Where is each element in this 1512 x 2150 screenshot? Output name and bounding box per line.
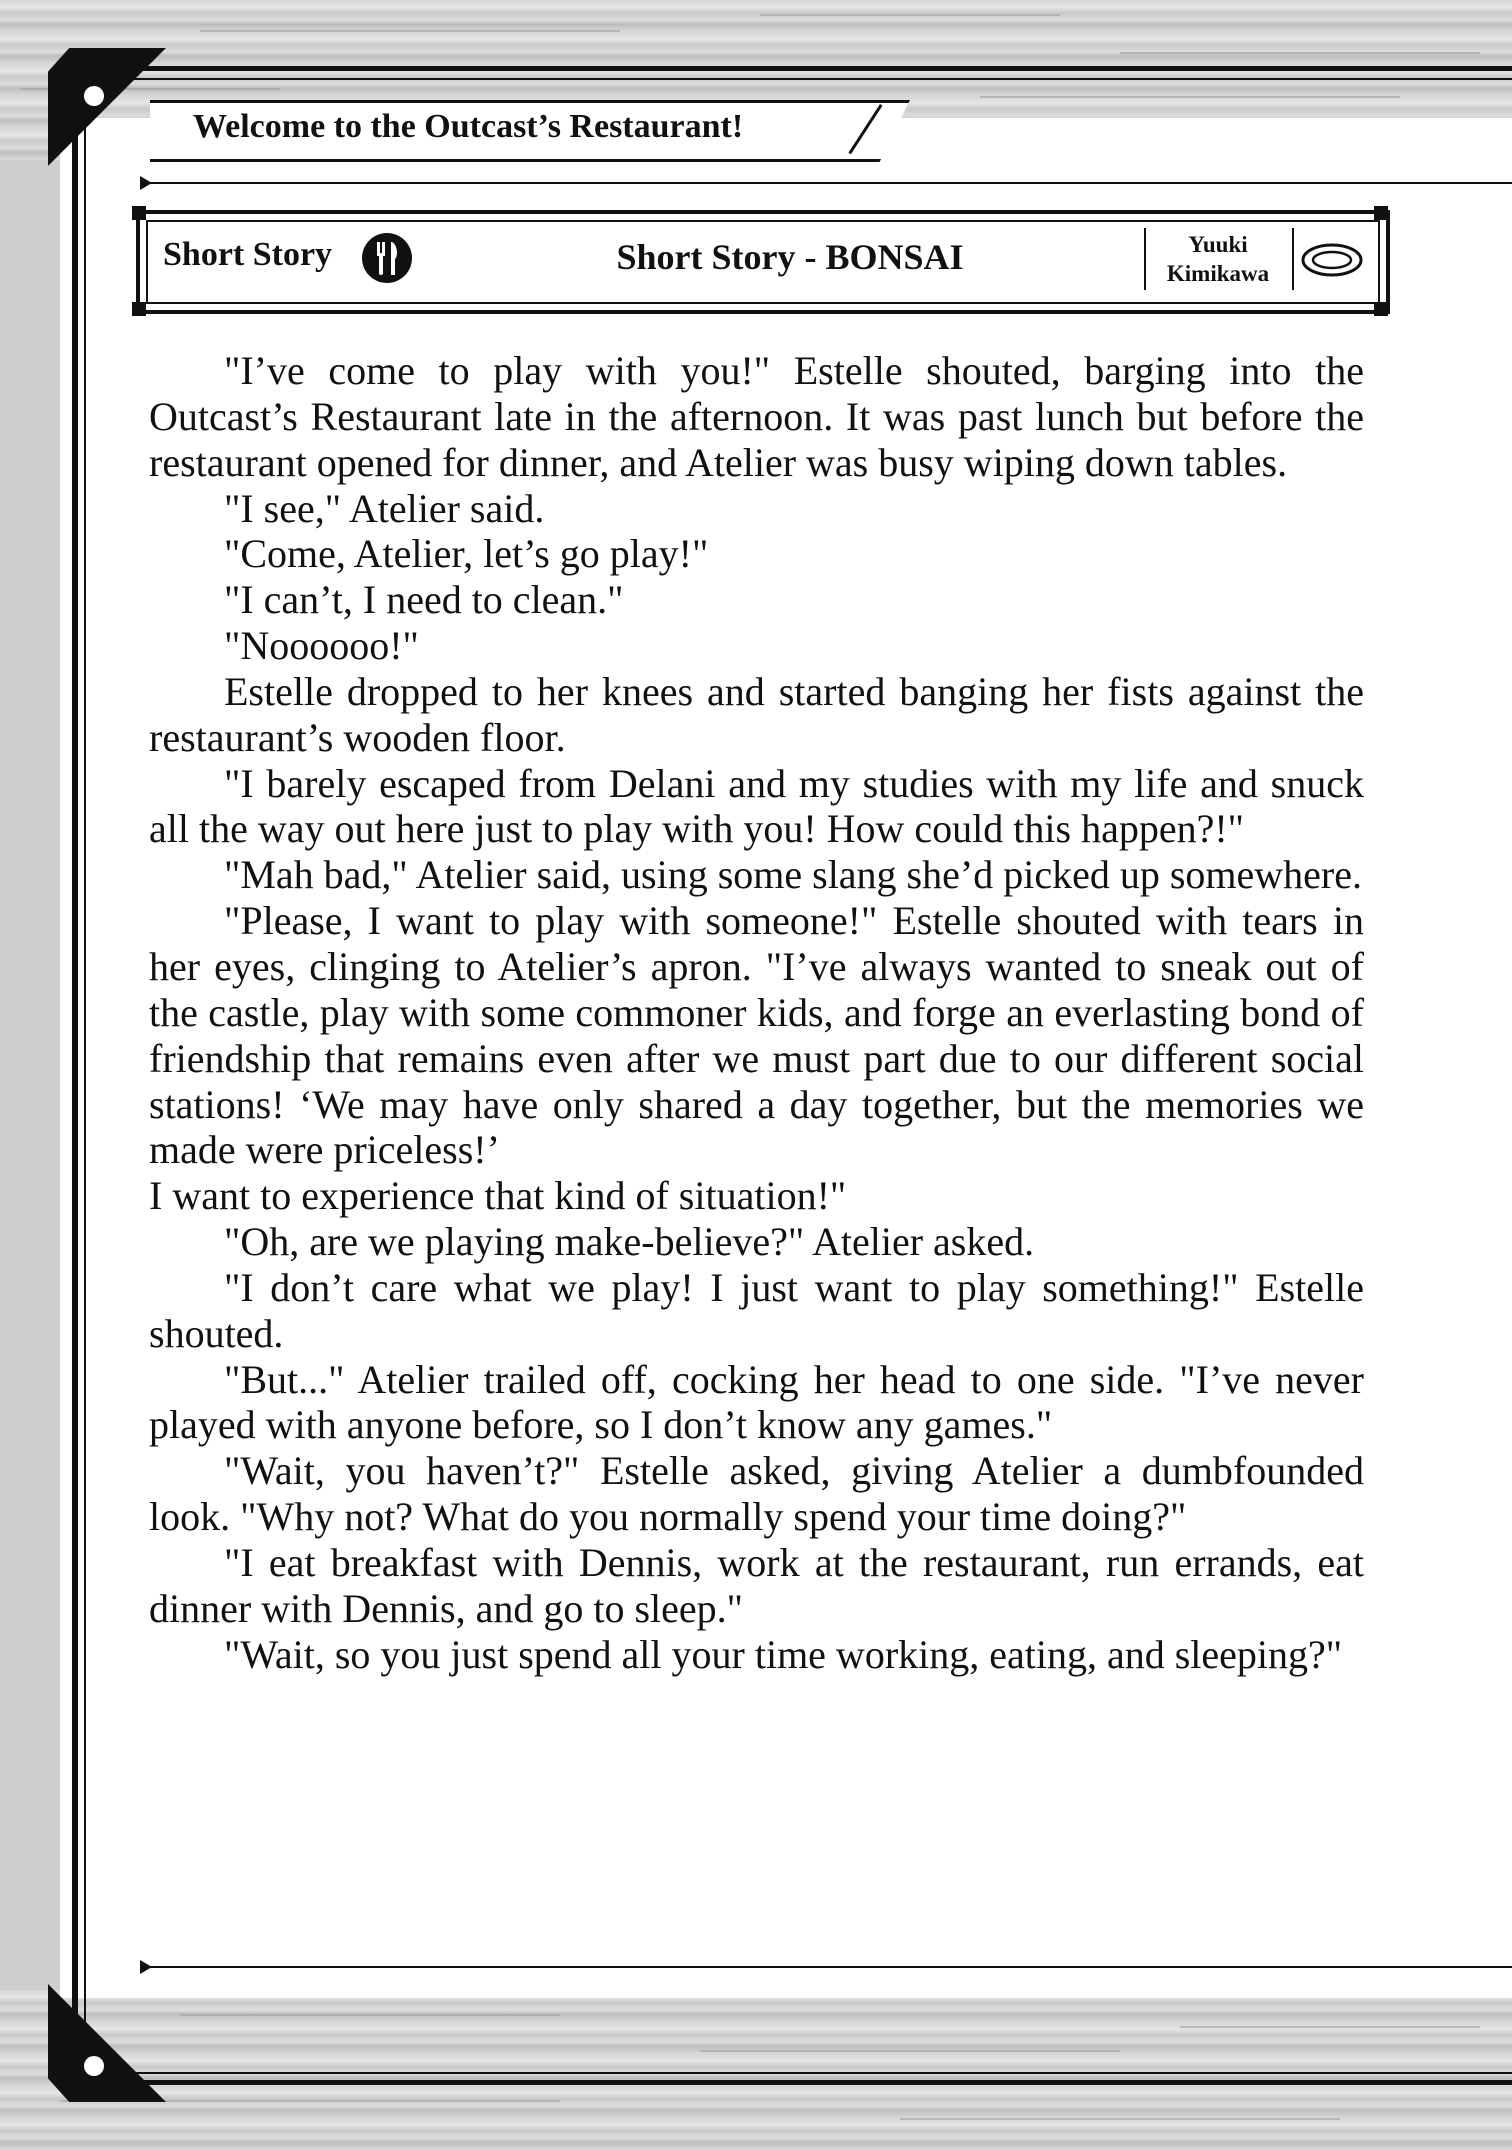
author-first-name: Yuuki <box>1188 232 1248 257</box>
paragraph: "Wait, so you just spend all your time working, eating, and sleeping?" <box>224 1631 1343 1677</box>
author-name <box>1147 230 1289 288</box>
paragraph: "Noooooo!" <box>224 623 419 669</box>
book-title: Welcome to the Outcast’s Restaurant! <box>193 108 744 145</box>
story-body <box>149 348 1364 1677</box>
fork-knife-icon <box>362 233 412 283</box>
paragraph: "Please, I want to play with someone!" Estelle shouted with tears in her eyes, clinging to Atelier’s apron. "I’ve always wanted to sneak out of the castle, play with some commoner kids, and forge an everlasting bond of friendship that remains even after we must part due to our different social stations! ‘We may have only shared a day together, but the memories we made were priceless!’ <box>149 898 1364 1173</box>
arrow-right-icon <box>140 176 152 190</box>
paragraph: "Wait, you haven’t?" Estelle asked, giving Atelier a dumbfounded look. "Why not? What do you normally spend your time doing?" <box>149 1448 1364 1540</box>
frame-left-line <box>72 60 78 2090</box>
divider-bottom <box>142 1966 1512 1968</box>
section-label: Short Story <box>163 236 333 273</box>
paragraph: I want to experience that kind of situation!" <box>149 1173 847 1219</box>
paragraph: "I don’t care what we play! I just want to play something!" Estelle shouted. <box>149 1264 1364 1356</box>
paragraph: "I’ve come to play with you!" Estelle shouted, barging into the Outcast’s Restaurant late in the afternoon. It was past lunch but before the restaurant opened for dinner, and Atelier was busy wiping down tables. <box>149 348 1364 485</box>
divider-top <box>142 182 1512 184</box>
paragraph: "Come, Atelier, let’s go play!" <box>224 531 709 577</box>
paragraph: "I see," Atelier said. <box>224 485 545 531</box>
paragraph: "Mah bad," Atelier said, using some slang she’d picked up somewhere. <box>224 852 1362 898</box>
frame-bottom-line <box>60 2080 1512 2085</box>
story-title: Short Story - BONSAI <box>616 237 964 277</box>
frame-top-line <box>60 66 1512 71</box>
paragraph: Estelle dropped to her knees and started banging her fists against the restaurant’s wooden floor. <box>149 668 1364 760</box>
paragraph: "I eat breakfast with Dennis, work at the restaurant, run errands, eat dinner with Dennis, and go to sleep." <box>149 1539 1364 1631</box>
paragraph: "But..." Atelier trailed off, cocking her head to one side. "I’ve never played with anyone before, so I don’t know any games." <box>149 1356 1364 1448</box>
plate-icon <box>1300 240 1364 280</box>
paragraph: "I can’t, I need to clean." <box>224 577 624 623</box>
arrow-right-icon <box>140 1960 152 1974</box>
paragraph: "Oh, are we playing make-believe?" Atelier asked. <box>224 1219 1035 1265</box>
paragraph: "I barely escaped from Delani and my studies with my life and snuck all the way out here just to play with you! How could this happen?!" <box>149 760 1364 852</box>
wood-background-bottom <box>0 1990 1512 2150</box>
author-last-name: Kimikawa <box>1166 261 1270 286</box>
